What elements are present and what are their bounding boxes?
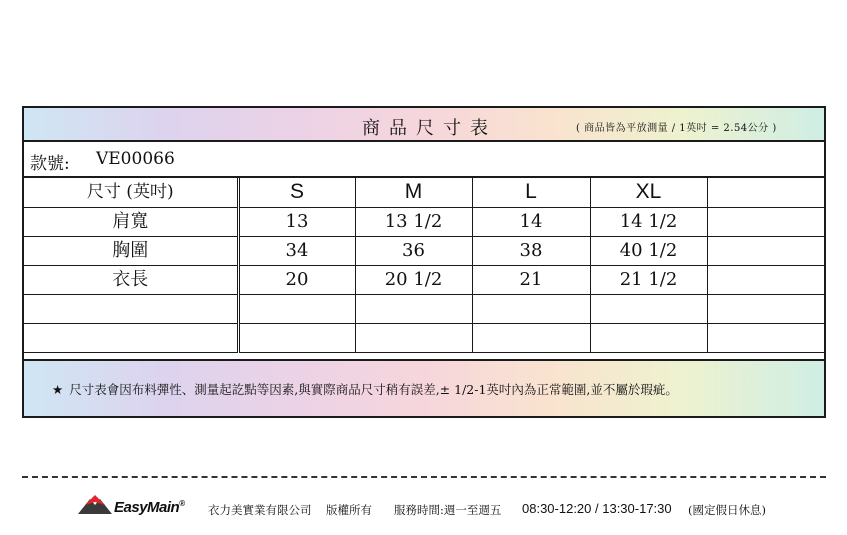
table-row <box>24 207 824 236</box>
table-cell <box>590 323 707 352</box>
table-cell: 14 <box>472 207 590 236</box>
measurement-note: ( 商品皆為平放測量 / 1英吋 = 2.54公分 ) <box>576 123 777 134</box>
table-cell <box>590 294 707 323</box>
style-number-label: 款號: <box>30 154 70 174</box>
table-cell <box>355 294 472 323</box>
table-cell: 13 1/2 <box>355 207 472 236</box>
size-table <box>24 178 824 353</box>
brand-logo-text: EasyMain® <box>114 499 185 516</box>
table-row <box>24 236 824 265</box>
table-cell: 40 1/2 <box>590 236 707 265</box>
table-cell: 14 1/2 <box>590 207 707 236</box>
table-cell <box>707 236 824 265</box>
table-cell <box>238 294 355 323</box>
row-label: 衣長 <box>24 265 238 294</box>
style-number-row <box>24 142 824 178</box>
table-cell <box>707 294 824 323</box>
size-chart <box>22 106 826 418</box>
row-label: 肩寬 <box>24 207 238 236</box>
header-cell-l: L <box>472 178 590 207</box>
table-cell <box>238 323 355 352</box>
header-cell-blank <box>707 178 824 207</box>
table-cell <box>707 323 824 352</box>
table-cell: 34 <box>238 236 355 265</box>
header-cell-measure: 尺寸 (英吋) <box>24 178 238 207</box>
table-row <box>24 265 824 294</box>
footnote-bar <box>24 359 824 416</box>
table-row <box>24 294 824 323</box>
service-hours-label: 服務時間:週一至週五 <box>394 503 502 517</box>
table-cell: 20 <box>238 265 355 294</box>
mountain-logo-icon <box>78 495 112 518</box>
registered-mark: ® <box>179 499 185 508</box>
table-cell <box>472 323 590 352</box>
table-cell: 20 1/2 <box>355 265 472 294</box>
table-cell <box>472 294 590 323</box>
table-cell: 13 <box>238 207 355 236</box>
table-cell <box>355 323 472 352</box>
table-cell: 21 <box>472 265 590 294</box>
row-label <box>24 323 238 352</box>
footnote-text: 尺寸表會因布料彈性、測量起訖點等因素,與實際商品尺寸稍有誤差,± 1/2-1英吋內為正常範圍,並不屬於瑕疵。 <box>69 382 678 397</box>
table-cell: 36 <box>355 236 472 265</box>
table-cell: 38 <box>472 236 590 265</box>
dashed-divider <box>22 476 826 478</box>
title-bar <box>24 108 824 142</box>
star-icon: ★ <box>52 382 64 397</box>
header-cell-xl: XL <box>590 178 707 207</box>
footer <box>78 494 818 522</box>
holiday-note: (國定假日休息) <box>688 503 766 517</box>
table-cell <box>707 265 824 294</box>
row-label <box>24 294 238 323</box>
header-cell-m: M <box>355 178 472 207</box>
service-hours-time: 08:30-12:20 / 13:30-17:30 <box>522 501 672 516</box>
table-cell <box>707 207 824 236</box>
size-header-row <box>24 178 824 207</box>
row-label: 胸圍 <box>24 236 238 265</box>
table-cell: 21 1/2 <box>590 265 707 294</box>
footnote <box>52 380 678 398</box>
chart-title: 商品尺寸表 <box>362 118 497 139</box>
company-name: 衣力美實業有限公司 <box>208 503 312 517</box>
table-row <box>24 323 824 352</box>
header-cell-s: S <box>238 178 355 207</box>
copyright-notice: 版權所有 <box>326 503 372 517</box>
style-number-value: VE00066 <box>96 149 175 169</box>
